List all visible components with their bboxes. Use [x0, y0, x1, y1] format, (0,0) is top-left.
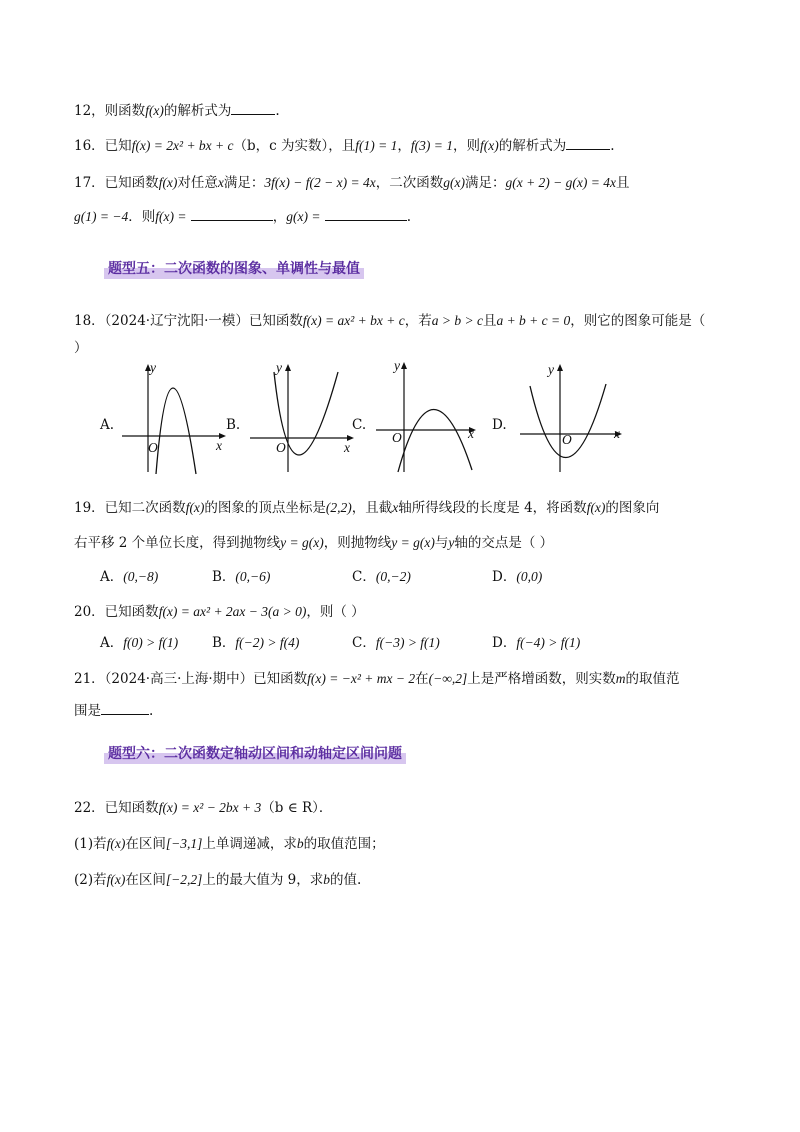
q18-a-origin-label: O: [148, 440, 158, 455]
q19-option-d-value: (0,0): [516, 569, 543, 584]
q18-option-c-label[interactable]: C.: [352, 417, 367, 433]
q18-d-origin-label: O: [562, 432, 572, 447]
q17-function-f: f(x): [158, 175, 178, 190]
q17-equation-2: g(x + 2) − g(x) = 4x: [505, 175, 616, 190]
q22-p1-b: 在区间: [125, 836, 166, 852]
q20-equation: f(x) = ax² + 2ax − 3(a > 0): [158, 604, 307, 619]
q21-prefix: 21．（2024·高三·上海·期中）已知函数: [74, 671, 308, 687]
q16-condition-2: f(3) = 1: [410, 138, 453, 153]
q18-text-2: 且: [482, 313, 497, 329]
q20-option-c-label: C．: [352, 635, 376, 651]
q19-parabola-2: y = g(x): [391, 535, 435, 550]
q12-end: .: [275, 103, 280, 119]
q16-tail: 的解析式为: [498, 138, 567, 154]
q19-option-d[interactable]: [492, 566, 542, 588]
question-19-line-2: [74, 532, 728, 554]
q18-b-origin-label: O: [276, 440, 286, 455]
q18-option-b-label[interactable]: B.: [226, 417, 241, 433]
q22-p2-c: 上的最大值为 9，求: [202, 872, 324, 888]
q18-text-1: ，若: [404, 313, 432, 329]
q22-p1-c: 上单调递减，求: [202, 836, 297, 852]
q20-option-b[interactable]: [212, 632, 299, 654]
q22-p2-b-var: b: [323, 872, 330, 887]
q17-f-answer-blank[interactable]: [191, 206, 273, 221]
q21-text-4: 围是: [74, 703, 101, 719]
q18-prefix: 18．（2024·辽宁沈阳·一模）已知函数: [74, 313, 303, 329]
q18-option-a-label[interactable]: A.: [100, 417, 115, 433]
q17-text-4: 满足：: [464, 175, 506, 191]
q18-graph-c[interactable]: [372, 358, 484, 476]
q16-mid: ，则: [453, 138, 480, 154]
q21-text-1: 在: [415, 671, 429, 687]
q19-text-a: 19．已知二次函数: [74, 500, 186, 516]
q20-option-d[interactable]: [492, 632, 580, 654]
question-17-line-1: [74, 172, 728, 194]
q16-prefix: 16．已知: [74, 138, 132, 154]
q19-text-f: 右平移 2 个单位长度，得到抛物线: [74, 535, 281, 551]
q16-condition-1: f(1) = 1: [355, 138, 398, 153]
q17-equation-1: 3f(x) − f(2 − x) = 4x: [264, 175, 376, 190]
q18-condition-1: a > b > c: [431, 313, 483, 328]
q21-end: .: [149, 703, 154, 719]
question-17-line-2: [74, 206, 728, 228]
question-22: [74, 797, 728, 819]
q17-g-answer-blank[interactable]: [325, 206, 407, 221]
q18-close-paren: ）: [74, 340, 88, 356]
q17-text-3: ，二次函数: [375, 175, 444, 191]
q22-p2-a: (2)若: [74, 872, 107, 888]
q20-prefix: 20．已知函数: [74, 604, 159, 620]
q21-text-3: 的取值范: [625, 671, 680, 687]
q19-option-b-value: (0,−6): [235, 569, 271, 584]
q19-option-b-label: B．: [212, 569, 236, 585]
q19-text-i: 轴的交点是（ ）: [454, 535, 554, 551]
section-6-heading: 题型六：二次函数定轴动区间和动轴定区间问题: [104, 743, 406, 765]
q22-p1-function: f(x): [106, 836, 126, 851]
q18-equation: f(x) = ax² + bx + c: [302, 313, 405, 328]
q18-c-y-label: y: [394, 358, 400, 373]
q19-option-c-value: (0,−2): [375, 569, 411, 584]
q19-option-c-label: C．: [352, 569, 376, 585]
q19-text-c: ，且截: [351, 500, 393, 516]
q16-equation: f(x) = 2x² + bx + c: [131, 138, 234, 153]
q21-interval: (−∞,2]: [428, 671, 468, 686]
q19-option-a-label: A．: [100, 569, 124, 585]
q12-text-after: 的解析式为: [163, 103, 232, 119]
q20-option-d-label: D．: [492, 635, 517, 651]
q19-option-d-label: D．: [492, 569, 517, 585]
q17-text-1: 对任意: [177, 175, 218, 191]
section-5-heading: 题型五：二次函数的图象、单调性与最值: [104, 258, 364, 280]
q16-sep: ，: [397, 138, 411, 154]
q20-tail: ，则（ ）: [306, 604, 365, 620]
q20-option-b-label: B．: [212, 635, 236, 651]
q19-option-a[interactable]: [100, 566, 158, 588]
q18-text-3: ，则它的图象可能是（: [570, 313, 706, 329]
q18-c-origin-label: O: [392, 430, 402, 445]
q18-b-y-label: y: [276, 360, 282, 375]
q20-option-d-value: f(−4) > f(1): [516, 635, 581, 650]
q22-p2-d: 的值.: [330, 872, 362, 888]
q17-end: .: [406, 209, 412, 225]
q17-prefix: 17．已知函数: [74, 175, 159, 191]
q19-parabola-1: y = g(x): [280, 535, 324, 550]
q18-a-y-label: y: [150, 360, 156, 375]
q18-d-y-label: y: [548, 362, 554, 377]
q20-option-c-value: f(−3) > f(1): [375, 635, 440, 650]
q22-p1-a: (1)若: [74, 836, 107, 852]
q22-p1-interval: [−3,1]: [165, 836, 203, 851]
q19-y: y: [448, 535, 455, 550]
q18-condition-2: a + b + c = 0: [496, 313, 571, 328]
q18-d-x-label: x: [614, 426, 620, 441]
q17-comma: ，: [272, 209, 287, 225]
q19-text-d: 轴所得线段的长度是 4，将函数: [398, 500, 587, 516]
q22-p1-d: 的取值范围；: [303, 836, 385, 852]
q19-function-2: f(x): [586, 500, 606, 515]
q17-x: x: [217, 175, 224, 190]
q17-f-answer-label: f(x) =: [155, 209, 187, 224]
question-18-line-1: [74, 310, 728, 332]
q21-m: m: [615, 671, 626, 686]
q19-text-b: 的图象的顶点坐标是: [204, 500, 326, 516]
question-12: [74, 100, 728, 122]
question-19-line-1: [74, 497, 728, 519]
q19-vertex: (2,2): [325, 500, 352, 515]
q22-p2-interval: [−2,2]: [165, 872, 203, 887]
q19-text-h: 与: [434, 535, 449, 551]
question-20: [74, 601, 728, 623]
q20-option-c[interactable]: [352, 632, 440, 654]
q19-option-c[interactable]: [352, 566, 411, 588]
question-16: [74, 135, 728, 157]
q17-function-g: g(x): [443, 175, 465, 190]
q20-option-a-value: f(0) > f(1): [123, 635, 179, 650]
q18-c-x-label: x: [468, 426, 474, 441]
q19-x: x: [392, 500, 399, 515]
q18-a-x-label: x: [216, 438, 222, 453]
q12-function: f(x): [145, 103, 164, 118]
q17-g-answer-label: g(x) =: [286, 209, 321, 224]
q22-condition: （b ∈ R）．: [261, 800, 333, 816]
q12-text: 12，则函数: [74, 103, 146, 119]
q16-answer-blank[interactable]: [566, 135, 610, 150]
q18-graph-a[interactable]: [118, 360, 230, 478]
q20-option-a[interactable]: [100, 632, 178, 654]
question-21-line-2: [74, 700, 728, 722]
q17-text-2: 满足：: [223, 175, 265, 191]
q17-text-6: ．则: [128, 209, 156, 225]
q19-text-g: ，则抛物线: [323, 535, 392, 551]
q18-b-x-label: x: [344, 440, 350, 455]
q21-equation: f(x) = −x² + mx − 2: [307, 671, 416, 686]
q19-option-a-value: (0,−8): [123, 569, 159, 584]
q22-p1-b-var: b: [296, 836, 304, 851]
question-18-line-2: [74, 337, 728, 359]
q12-answer-blank[interactable]: [231, 100, 275, 115]
q18-graph-b[interactable]: [246, 360, 358, 478]
q22-prefix: 22．已知函数: [74, 800, 159, 816]
q22-p2-function: f(x): [106, 872, 126, 887]
question-22-part-1: [74, 833, 728, 855]
q18-option-d-label[interactable]: D.: [492, 417, 507, 433]
q19-option-b[interactable]: [212, 566, 270, 588]
q21-text-2: 上是严格增函数，则实数: [467, 671, 616, 687]
q18-graph-d[interactable]: [516, 360, 628, 478]
q19-function: f(x): [185, 500, 205, 515]
q19-text-e: 的图象向: [605, 500, 660, 516]
q21-answer-blank[interactable]: [101, 700, 149, 715]
q16-end: .: [610, 138, 615, 154]
q22-p2-b: 在区间: [125, 872, 166, 888]
q22-equation: f(x) = x² − 2bx + 3: [158, 800, 262, 815]
question-22-part-2: [74, 869, 728, 891]
q20-option-a-label: A．: [100, 635, 124, 651]
q16-function: f(x): [480, 138, 499, 153]
q17-text-5: 且: [616, 175, 630, 191]
q20-option-b-value: f(−2) > f(4): [235, 635, 300, 650]
question-21-line-1: [74, 668, 728, 690]
q17-condition: g(1) = −4: [74, 209, 129, 224]
q16-paren: （b，c 为实数），且: [233, 138, 356, 154]
